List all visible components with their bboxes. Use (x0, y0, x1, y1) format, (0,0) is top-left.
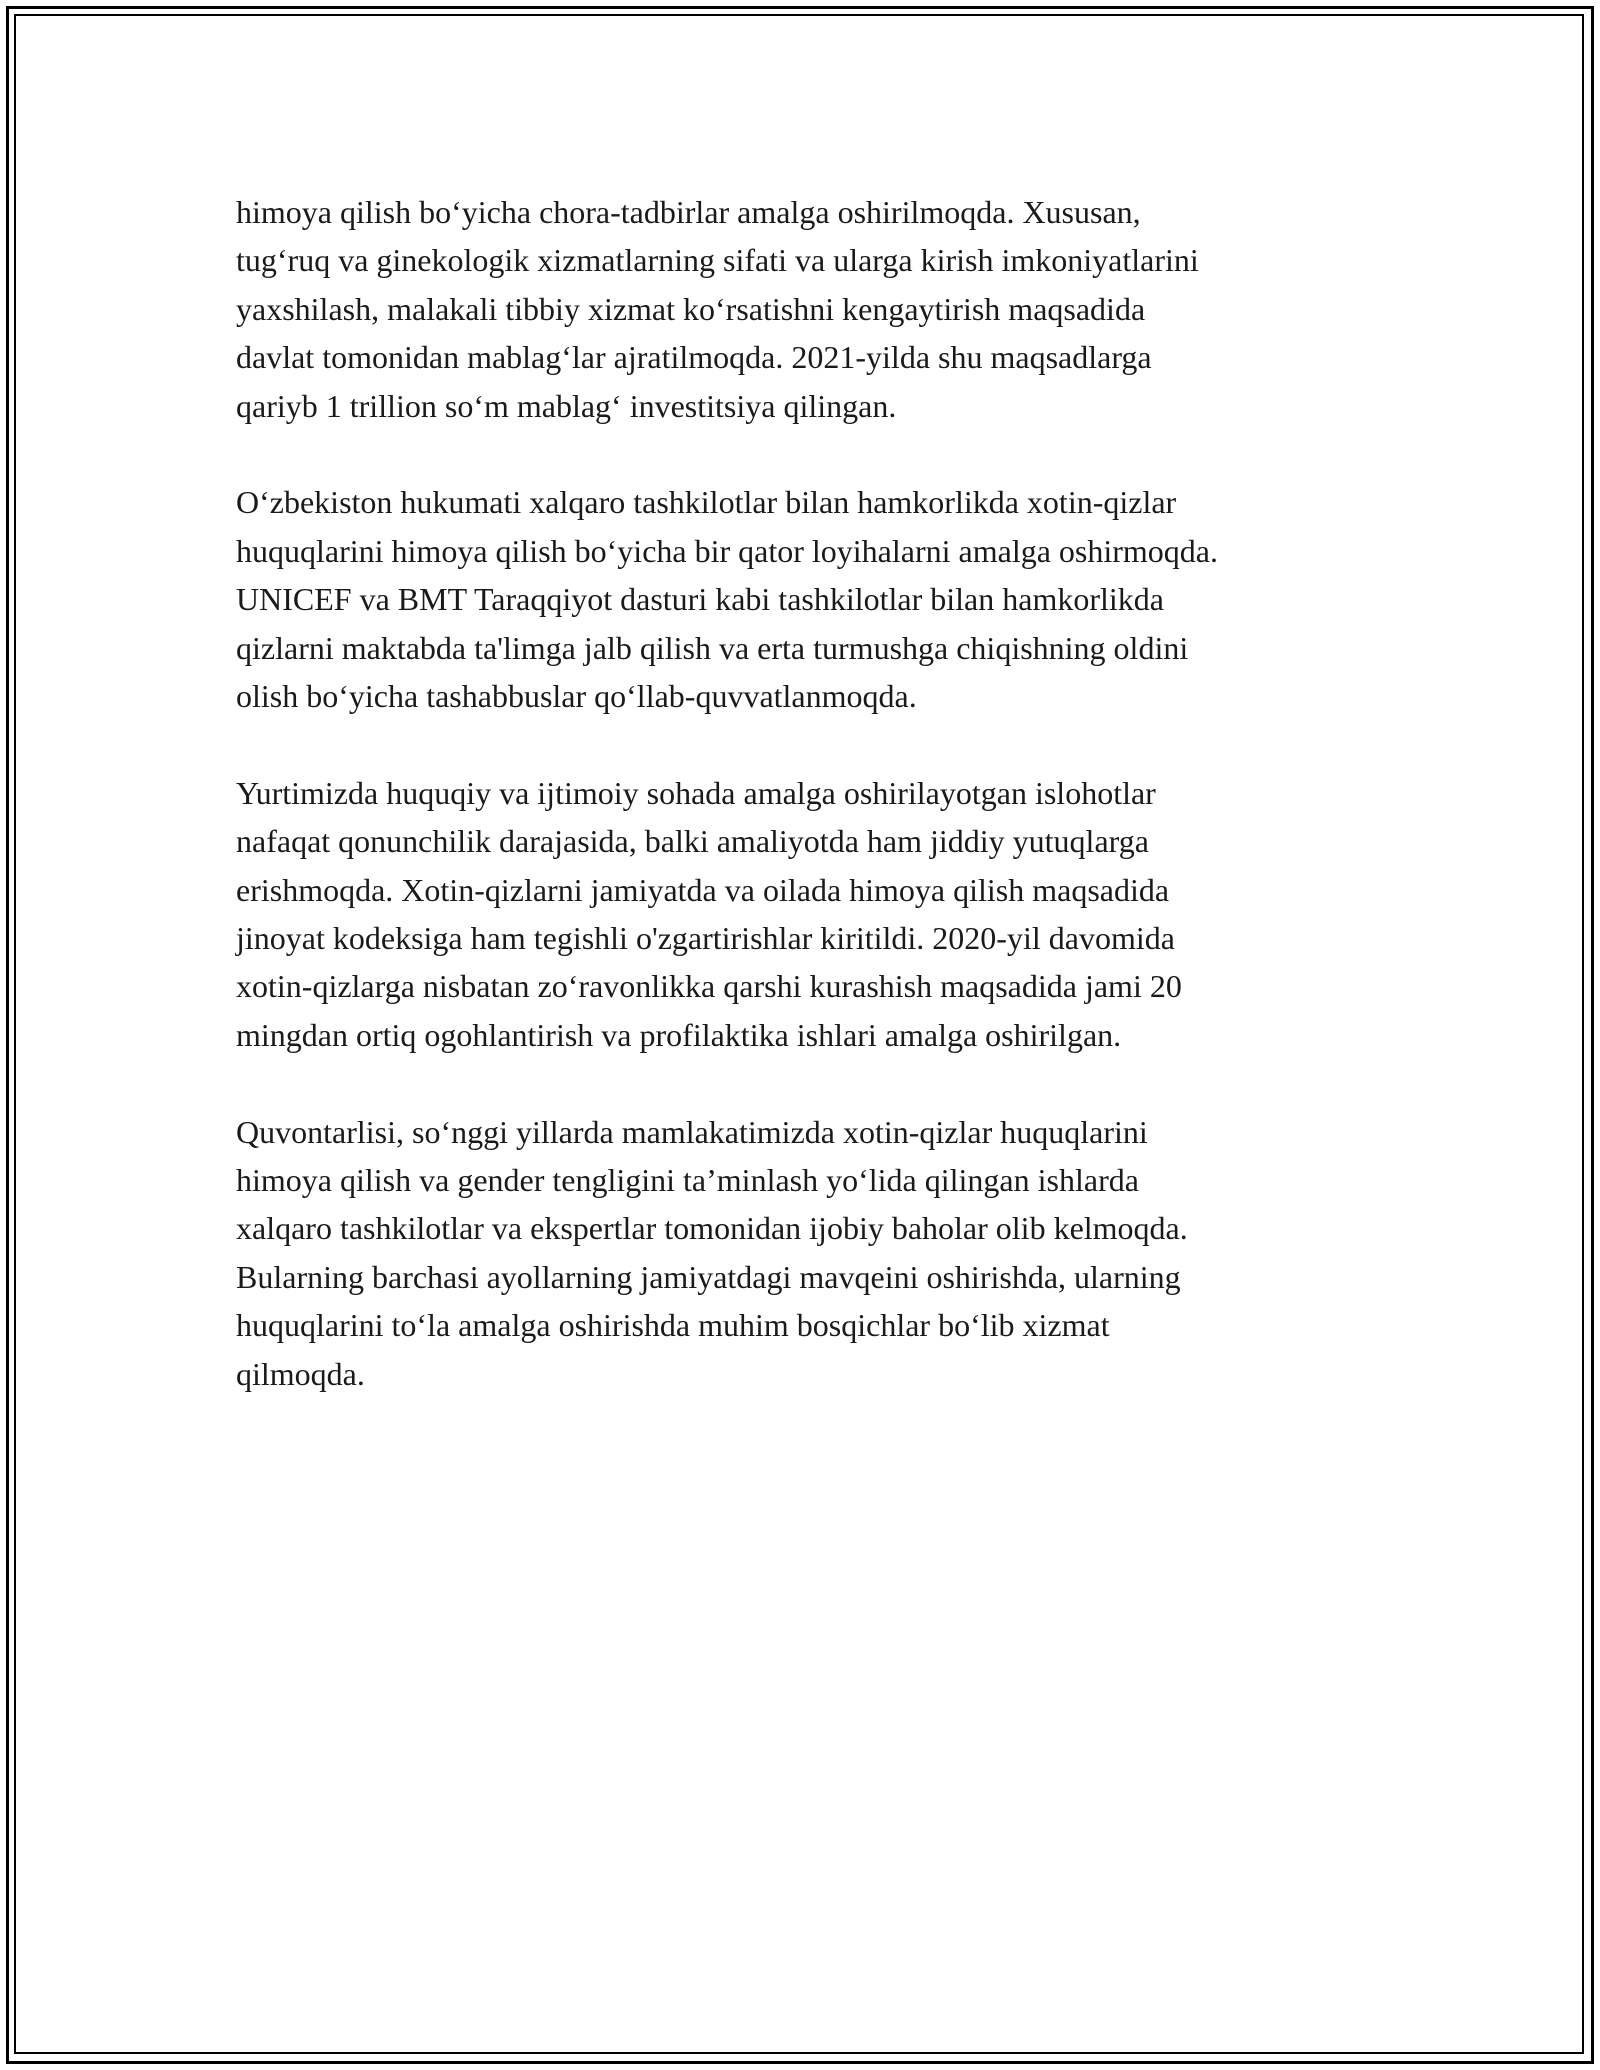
text-line: O‘zbekiston hukumati xalqaro tashkilotlar bilan hamkorlikda xotin-qizlar (236, 484, 1177, 521)
paragraph-3 (236, 769, 1386, 1059)
text-line: himoya qilish bo‘yicha chora-tadbirlar amalga oshirilmoqda. Xususan, (236, 194, 1141, 230)
text-line: olish bo‘yicha tashabbuslar qo‘llab-quvvatlanmoqda. (236, 678, 917, 715)
text-line: huquqlarini himoya qilish bo‘yicha bir qator loyihalarni amalga oshirmoqda. (236, 532, 1218, 569)
text-line: xalqaro tashkilotlar va ekspertlar tomonidan ijobiy baholar olib kelmoqda. (236, 1210, 1188, 1247)
text-line: qariyb 1 trillion so‘m mablag‘ investitsiya qilingan. (236, 387, 897, 424)
text-line: qilmoqda. (236, 1355, 365, 1392)
paragraph-1 (236, 188, 1386, 430)
text-line: mingdan ortiq ogohlantirish va profilaktika ishlari amalga oshirilgan. (236, 1016, 1122, 1053)
text-line: tug‘ruq va ginekologik xizmatlarning sifati va ularga kirish imkoniyatlarini (236, 242, 1199, 279)
text-line: huquqlarini to‘la amalga oshirishda muhim bosqichlar bo‘lib xizmat (236, 1307, 1110, 1344)
text-line: nafaqat qonunchilik darajasida, balki amaliyotda ham jiddiy yutuqlarga (236, 823, 1149, 860)
paragraph-2 (236, 478, 1386, 720)
document-body (236, 188, 1386, 1447)
text-line: davlat tomonidan mablag‘lar ajratilmoqda. 2021-yilda shu maqsadlarga (236, 339, 1152, 376)
text-line: xotin-qizlarga nisbatan zo‘ravonlikka qarshi kurashish maqsadida jami 20 (236, 968, 1182, 1005)
text-line: erishmoqda. Xotin-qizlarni jamiyatda va oilada himoya qilish maqsadida (236, 871, 1170, 908)
text-line: Bularning barchasi ayollarning jamiyatdagi mavqeini oshirishda, ularning (236, 1258, 1181, 1295)
text-line: qizlarni maktabda ta'limga jalb qilish va erta turmushga chiqishning oldini (236, 629, 1189, 666)
text-line: Yurtimizda huquqiy va ijtimoiy sohada amalga oshirilayotgan islohotlar (236, 774, 1156, 811)
text-line: himoya qilish va gender tengligini ta’minlash yo‘lida qilingan ishlarda (236, 1162, 1139, 1199)
text-line: Quvontarlisi, so‘nggi yillarda mamlakatimizda xotin-qizlar huquqlarini (236, 1113, 1148, 1150)
text-line: UNICEF va BMT Taraqqiyot dasturi kabi tashkilotlar bilan hamkorlikda (236, 581, 1164, 618)
paragraph-4 (236, 1108, 1386, 1398)
text-line: jinoyat kodeksiga ham tegishli o'zgartirishlar kiritildi. 2020-yil davomida (236, 920, 1175, 957)
text-line: yaxshilash, malakali tibbiy xizmat ko‘rsatishni kengaytirish maqsadida (236, 290, 1146, 327)
